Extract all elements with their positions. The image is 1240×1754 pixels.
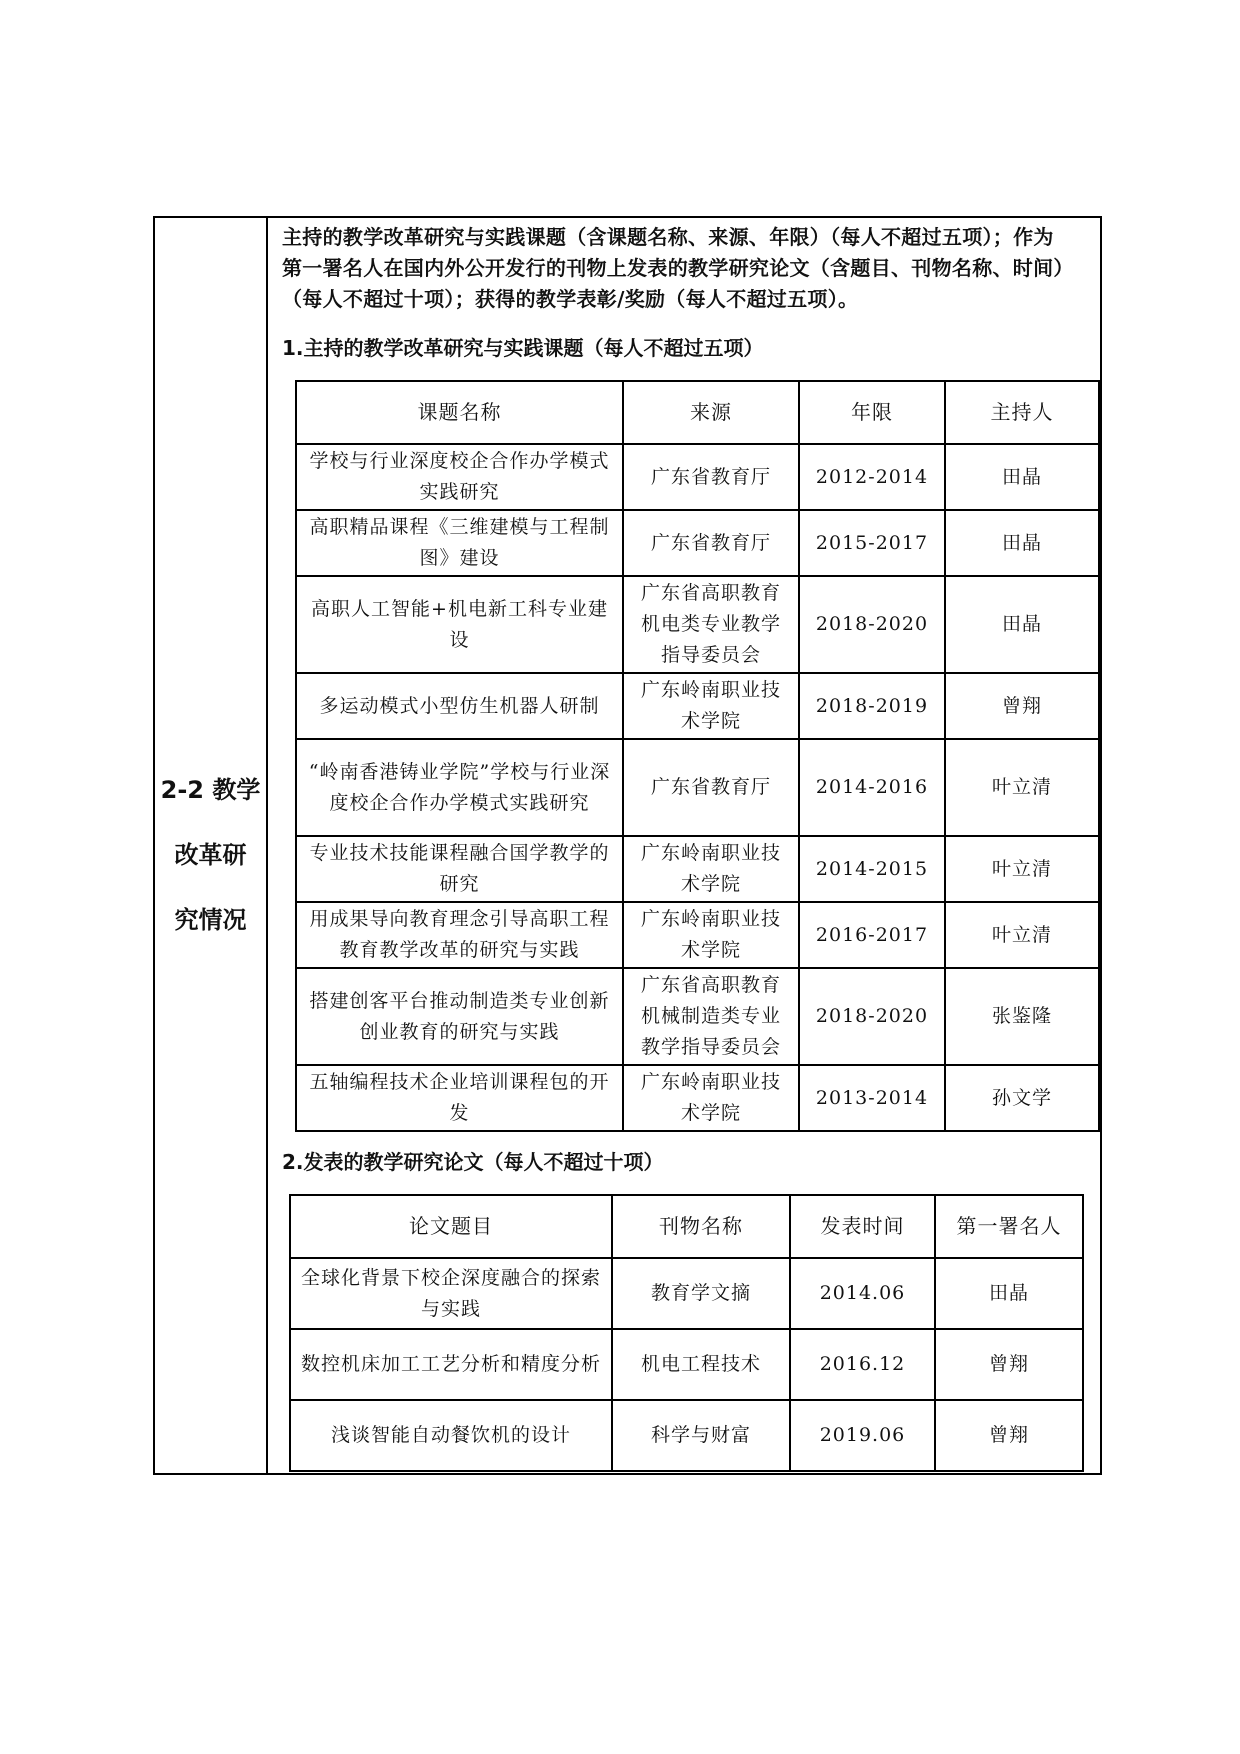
paper-journal: 教育学文摘 [612, 1258, 790, 1329]
column-header: 第一署名人 [935, 1195, 1083, 1258]
section-content-cell [268, 218, 1100, 1473]
project-leader: 田晶 [945, 576, 1099, 673]
paper-author: 曾翔 [935, 1400, 1083, 1471]
table-row [296, 968, 1099, 1065]
papers-title: 2.发表的教学研究论文（每人不超过十项） [282, 1150, 664, 1174]
paper-title: 数控机床加工工艺分析和精度分析 [290, 1329, 612, 1400]
section-label-line: 究情况 [174, 906, 247, 934]
project-name: “岭南香港铸业学院”学校与行业深度校企合作办学模式实践研究 [296, 739, 623, 836]
projects-table [295, 380, 1100, 1132]
intro-line: 第一署名人在国内外公开发行的刊物上发表的教学研究论文（含题目、刊物名称、时间） [282, 256, 1074, 280]
paper-journal: 科学与财富 [612, 1400, 790, 1471]
table-row [290, 1400, 1083, 1471]
project-leader: 田晶 [945, 444, 1099, 510]
project-source: 广东岭南职业技术学院 [623, 902, 799, 968]
table-row [296, 673, 1099, 739]
project-source: 广东省教育厅 [623, 444, 799, 510]
column-header: 主持人 [945, 381, 1099, 444]
column-header: 刊物名称 [612, 1195, 790, 1258]
project-name: 高职精品课程《三维建模与工程制图》建设 [296, 510, 623, 576]
project-name: 五轴编程技术企业培训课程包的开发 [296, 1065, 623, 1131]
project-source: 广东岭南职业技术学院 [623, 836, 799, 902]
project-leader: 叶立清 [945, 902, 1099, 968]
section-label-cell [155, 218, 268, 1473]
intro-line: 主持的教学改革研究与实践课题（含课题名称、来源、年限）（每人不超过五项）；作为 [282, 225, 1054, 249]
projects-title: 1.主持的教学改革研究与实践课题（每人不超过五项） [282, 336, 764, 360]
papers-table [289, 1194, 1084, 1472]
project-leader: 张鉴隆 [945, 968, 1099, 1065]
table-row [296, 510, 1099, 576]
project-leader: 叶立清 [945, 739, 1099, 836]
project-name: 用成果导向教育理念引导高职工程教育教学改革的研究与实践 [296, 902, 623, 968]
intro-text [282, 222, 1102, 315]
projects-header-row [296, 381, 1099, 444]
project-name: 多运动模式小型仿生机器人研制 [296, 673, 623, 739]
column-header: 发表时间 [790, 1195, 935, 1258]
project-source: 广东省高职教育机械制造类专业教学指导委员会 [623, 968, 799, 1065]
project-name: 专业技术技能课程融合国学教学的研究 [296, 836, 623, 902]
project-source: 广东省高职教育机电类专业教学指导委员会 [623, 576, 799, 673]
project-period: 2013-2014 [799, 1065, 945, 1131]
table-row [296, 576, 1099, 673]
project-period: 2018-2020 [799, 968, 945, 1065]
column-header: 来源 [623, 381, 799, 444]
paper-title: 浅谈智能自动餐饮机的设计 [290, 1400, 612, 1471]
project-source: 广东省教育厅 [623, 739, 799, 836]
table-row [296, 1065, 1099, 1131]
section-label-line: 2-2 教学 [160, 776, 261, 804]
form-table [153, 216, 1102, 1475]
section-label [155, 758, 266, 953]
project-period: 2016-2017 [799, 902, 945, 968]
paper-date: 2019.06 [790, 1400, 935, 1471]
paper-date: 2016.12 [790, 1329, 935, 1400]
section-label-line: 改革研 [174, 841, 247, 869]
paper-author: 田晶 [935, 1258, 1083, 1329]
table-row [296, 902, 1099, 968]
table-row [290, 1258, 1083, 1329]
column-header: 年限 [799, 381, 945, 444]
column-header: 课题名称 [296, 381, 623, 444]
project-leader: 田晶 [945, 510, 1099, 576]
project-period: 2012-2014 [799, 444, 945, 510]
paper-title: 全球化背景下校企深度融合的探索与实践 [290, 1258, 612, 1329]
paper-journal: 机电工程技术 [612, 1329, 790, 1400]
project-period: 2015-2017 [799, 510, 945, 576]
project-name: 学校与行业深度校企合作办学模式实践研究 [296, 444, 623, 510]
papers-header-row [290, 1195, 1083, 1258]
column-header: 论文题目 [290, 1195, 612, 1258]
project-period: 2018-2019 [799, 673, 945, 739]
paper-author: 曾翔 [935, 1329, 1083, 1400]
project-source: 广东岭南职业技术学院 [623, 1065, 799, 1131]
intro-line: （每人不超过十项）；获得的教学表彰/奖励（每人不超过五项）。 [282, 287, 859, 311]
project-name: 高职人工智能+机电新工科专业建设 [296, 576, 623, 673]
project-leader: 曾翔 [945, 673, 1099, 739]
paper-date: 2014.06 [790, 1258, 935, 1329]
project-source: 广东省教育厅 [623, 510, 799, 576]
project-source: 广东岭南职业技术学院 [623, 673, 799, 739]
table-row [296, 444, 1099, 510]
project-leader: 孙文学 [945, 1065, 1099, 1131]
table-row [290, 1329, 1083, 1400]
table-row [296, 836, 1099, 902]
project-name: 搭建创客平台推动制造类专业创新创业教育的研究与实践 [296, 968, 623, 1065]
table-row [296, 739, 1099, 836]
project-leader: 叶立清 [945, 836, 1099, 902]
project-period: 2018-2020 [799, 576, 945, 673]
project-period: 2014-2016 [799, 739, 945, 836]
project-period: 2014-2015 [799, 836, 945, 902]
